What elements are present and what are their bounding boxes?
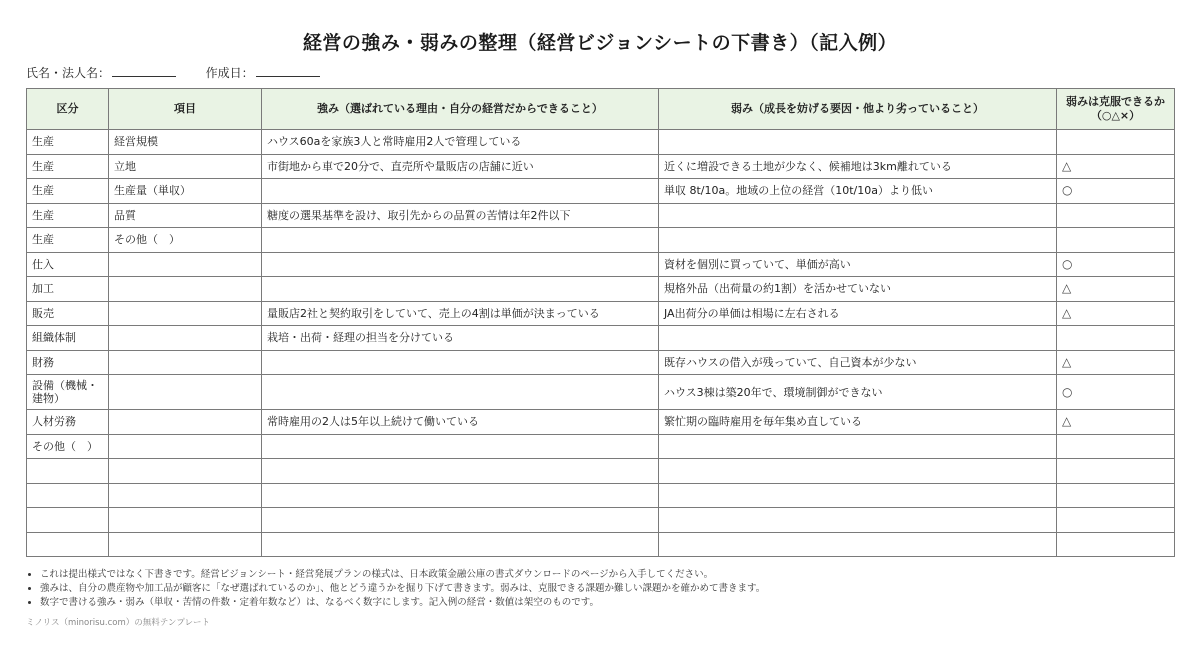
overcome-cell[interactable] <box>1057 228 1175 253</box>
overcome-cell[interactable] <box>1057 326 1175 351</box>
category-cell[interactable] <box>27 508 109 533</box>
page-title: 経営の強み・弱みの整理（経営ビジョンシートの下書き）（記入例） <box>302 32 898 54</box>
table-row <box>27 277 1175 302</box>
strength-cell[interactable]: 市街地から車で20分で、直売所や量販店の店舗に近い <box>262 154 659 179</box>
category-cell[interactable]: 設備（機械・建物） <box>27 375 109 410</box>
item-cell[interactable]: 生産量（単収） <box>109 179 262 204</box>
strength-cell[interactable]: 常時雇用の2人は5年以上続けて働いている <box>262 410 659 435</box>
weakness-cell[interactable]: 単収 8t/10a。地域の上位の経営（10t/10a）より低い <box>659 179 1057 204</box>
category-cell[interactable] <box>27 459 109 484</box>
overcome-cell[interactable]: △ <box>1057 277 1175 302</box>
category-cell[interactable]: 生産 <box>27 130 109 155</box>
category-cell[interactable]: 生産 <box>27 154 109 179</box>
overcome-cell[interactable] <box>1057 434 1175 459</box>
weakness-cell[interactable]: 規格外品（出荷量の約1割）を活かせていない <box>659 277 1057 302</box>
table-row <box>27 228 1175 253</box>
category-cell[interactable]: 生産 <box>27 228 109 253</box>
header-item: 項目 <box>109 89 262 130</box>
table-row <box>27 434 1175 459</box>
category-cell[interactable]: 販売 <box>27 301 109 326</box>
table-row <box>27 252 1175 277</box>
table-row <box>27 179 1175 204</box>
table-row <box>27 130 1175 155</box>
overcome-cell[interactable] <box>1057 459 1175 484</box>
overcome-cell[interactable] <box>1057 130 1175 155</box>
category-cell[interactable]: 生産 <box>27 179 109 204</box>
item-cell[interactable]: 品質 <box>109 203 262 228</box>
strength-cell[interactable]: 栽培・出荷・経理の担当を分けている <box>262 326 659 351</box>
note-item: • 強みは、自分の農産物や加工品が顧客に「なぜ選ばれているのか」、他とどう違うかを掘り下げて書きます。弱みは、克服できる課題か難しい課題かを確かめて書きます。 <box>40 582 765 596</box>
table-row <box>27 483 1175 508</box>
weakness-cell[interactable]: JA出荷分の単価は相場に左右される <box>659 301 1057 326</box>
header-overcome: 弱みは克服できるか（○△×） <box>1057 89 1175 130</box>
footer-credit: ミノリス（minorisu.com）の無料テンプレート <box>26 618 210 628</box>
strength-cell[interactable] <box>262 277 659 302</box>
table-row <box>27 301 1175 326</box>
overcome-cell[interactable] <box>1057 508 1175 533</box>
item-cell[interactable] <box>109 434 262 459</box>
table-body <box>27 130 1175 557</box>
item-cell[interactable] <box>109 277 262 302</box>
table-row <box>27 326 1175 351</box>
item-cell[interactable]: その他（ ） <box>109 228 262 253</box>
item-cell[interactable] <box>109 252 262 277</box>
item-cell[interactable] <box>109 410 262 435</box>
table-header-row <box>27 89 1175 130</box>
overcome-cell[interactable]: △ <box>1057 301 1175 326</box>
table-row <box>27 508 1175 533</box>
table-row <box>27 410 1175 435</box>
weakness-cell[interactable] <box>659 326 1057 351</box>
weakness-cell[interactable] <box>659 532 1057 557</box>
strength-cell[interactable] <box>262 350 659 375</box>
category-cell[interactable]: 加工 <box>27 277 109 302</box>
category-cell[interactable]: 人材労務 <box>27 410 109 435</box>
weakness-cell[interactable]: 繁忙期の臨時雇用を毎年集め直している <box>659 410 1057 435</box>
strength-cell[interactable]: 量販店2社と契約取引をしていて、売上の4割は単価が決まっている <box>262 301 659 326</box>
weakness-cell[interactable]: ハウス3棟は築20年で、環境制御ができない <box>659 375 1057 410</box>
weakness-cell[interactable]: 近くに増設できる土地が少なく、候補地は3km離れている <box>659 154 1057 179</box>
weakness-cell[interactable] <box>659 130 1057 155</box>
overcome-cell[interactable] <box>1057 532 1175 557</box>
date-blank-field[interactable] <box>256 65 320 77</box>
strength-cell[interactable] <box>262 375 659 410</box>
strength-cell[interactable]: ハウス60aを家族3人と常時雇用2人で管理している <box>262 130 659 155</box>
overcome-cell[interactable]: ○ <box>1057 375 1175 410</box>
overcome-cell[interactable] <box>1057 203 1175 228</box>
category-cell[interactable]: 生産 <box>27 203 109 228</box>
notes <box>26 568 765 610</box>
table-row <box>27 459 1175 484</box>
meta-line <box>26 64 320 81</box>
weakness-cell[interactable] <box>659 483 1057 508</box>
strength-cell[interactable] <box>262 179 659 204</box>
category-cell[interactable]: 仕入 <box>27 252 109 277</box>
table-row <box>27 532 1175 557</box>
item-cell[interactable]: 立地 <box>109 154 262 179</box>
header-strength: 強み（選ばれている理由・自分の経営だからできること） <box>262 89 659 130</box>
header-weakness: 弱み（成長を妨げる要因・他より劣っていること） <box>659 89 1057 130</box>
category-cell[interactable]: その他（ ） <box>27 434 109 459</box>
strength-cell[interactable] <box>262 228 659 253</box>
weakness-cell[interactable] <box>659 434 1057 459</box>
name-blank-field[interactable] <box>112 65 176 77</box>
weakness-cell[interactable] <box>659 508 1057 533</box>
note-item: • 数字で書ける強み・弱み（単収・苦情の件数・定着年数など）は、なるべく数字にします。記入例の経営・数値は架空のものです。 <box>40 596 765 610</box>
overcome-cell[interactable]: △ <box>1057 350 1175 375</box>
strength-cell[interactable]: 糖度の選果基準を設け、取引先からの品質の苦情は年2件以下 <box>262 203 659 228</box>
item-cell[interactable] <box>109 508 262 533</box>
overcome-cell[interactable]: ○ <box>1057 252 1175 277</box>
strength-cell[interactable] <box>262 532 659 557</box>
table-row <box>27 350 1175 375</box>
name-label: 氏名・法人名： <box>26 66 111 80</box>
strength-cell[interactable] <box>262 252 659 277</box>
note-item: • これは提出様式ではなく下書きです。経営ビジョンシート・経営発展プランの様式は、日本政策金融公庫の書式ダウンロードのページから入手してください。 <box>40 568 765 582</box>
category-cell[interactable]: 組織体制 <box>27 326 109 351</box>
strength-cell[interactable] <box>262 483 659 508</box>
swot-table <box>26 88 1175 557</box>
strength-cell[interactable] <box>262 508 659 533</box>
category-cell[interactable] <box>27 532 109 557</box>
table-row <box>27 375 1175 410</box>
weakness-cell[interactable] <box>659 228 1057 253</box>
weakness-cell[interactable]: 既存ハウスの借入が残っていて、自己資本が少ない <box>659 350 1057 375</box>
item-cell[interactable] <box>109 326 262 351</box>
weakness-cell[interactable] <box>659 203 1057 228</box>
date-label: 作成日： <box>205 66 254 80</box>
item-cell[interactable] <box>109 350 262 375</box>
header-category: 区分 <box>27 89 109 130</box>
item-cell[interactable] <box>109 532 262 557</box>
strength-cell[interactable] <box>262 434 659 459</box>
weakness-cell[interactable] <box>659 459 1057 484</box>
item-cell[interactable] <box>109 301 262 326</box>
overcome-cell[interactable]: △ <box>1057 154 1175 179</box>
overcome-cell[interactable] <box>1057 483 1175 508</box>
overcome-cell[interactable]: △ <box>1057 410 1175 435</box>
table-row <box>27 154 1175 179</box>
strength-cell[interactable] <box>262 459 659 484</box>
weakness-cell[interactable]: 資材を個別に買っていて、単価が高い <box>659 252 1057 277</box>
item-cell[interactable] <box>109 375 262 410</box>
category-cell[interactable] <box>27 483 109 508</box>
item-cell[interactable] <box>109 459 262 484</box>
overcome-cell[interactable]: ○ <box>1057 179 1175 204</box>
table-row <box>27 203 1175 228</box>
item-cell[interactable]: 経営規模 <box>109 130 262 155</box>
item-cell[interactable] <box>109 483 262 508</box>
category-cell[interactable]: 財務 <box>27 350 109 375</box>
